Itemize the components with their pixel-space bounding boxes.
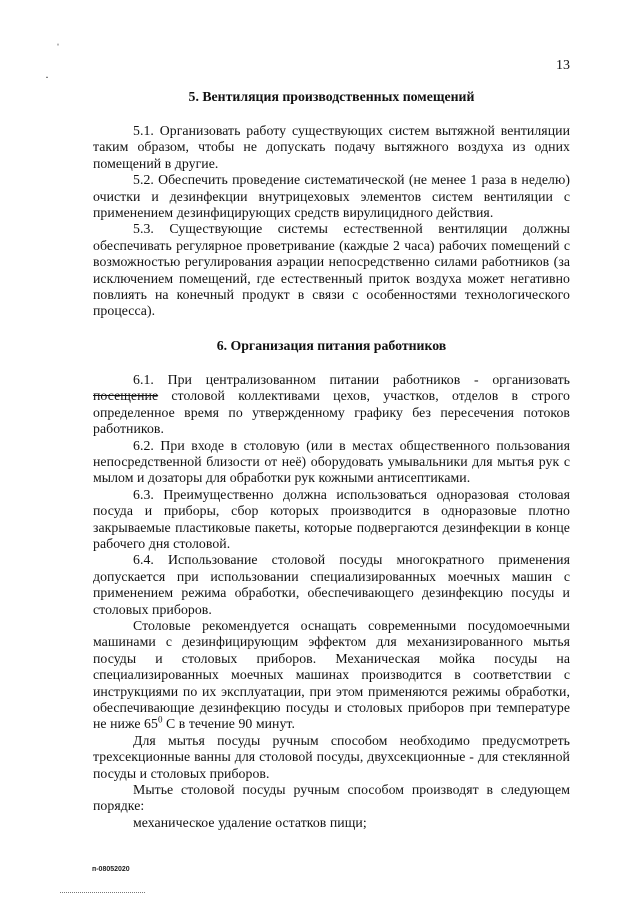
scan-dot-top: ˈ: [56, 41, 60, 55]
paragraph-6-1-end: столовой коллективами цехов, участков, отделов в строго определенное время по утвержденному графику без пересечения потоков работников.: [93, 388, 570, 437]
paragraph-washing-order: Мытье столовой посуды ручным способом производят в следующем порядке:: [93, 782, 570, 814]
degree-superscript: 0: [157, 714, 163, 725]
paragraph-manual-washing: Для мытья посуды ручным способом необходимо предусмотреть трехсекционные ванны для столовой посуды, двухсекционные - для стеклянной посуды и столовых приборов.: [93, 732, 570, 781]
paragraph-dishwashers: [93, 618, 570, 733]
struck-word: посещение: [93, 388, 159, 404]
paragraph-5-3: 5.3. Существующие системы естественной вентиляции должны обеспечивать регулярное проветривание (каждые 2 часа) рабочих помещений с возможностью регулирования аэрации непосредственно силами работников (за исключением помещений, где естественный приток воздуха может негативно повлиять на конечный продукт в связи с особенностями технологического процесса).: [93, 221, 570, 319]
paragraph-food-removal: механическое удаление остатков пищи;: [133, 814, 367, 830]
section-6-title: 6. Организация питания работников: [216, 337, 447, 353]
footer-code: п-08052020: [92, 866, 130, 873]
paragraph-5-2: 5.2. Обеспечить проведение систематической (не менее 1 раза в неделю) очистки и дезинфекции внутрицеховых элементов систем вентиляции с применением дезинфицирующих средств вирулицидного действия.: [93, 172, 570, 221]
section-5-title: 5. Вентиляция производственных помещений: [188, 89, 475, 104]
paragraph-5-1: 5.1. Организовать работу существующих систем вытяжной вентиляции таким образом, чтобы не допускать подачу вытяжного воздуха из одних помещений в другие.: [93, 123, 570, 171]
scan-dot-left: ·: [45, 70, 49, 84]
paragraph-6-1: [93, 372, 570, 438]
scan-dust-bottom: [60, 892, 145, 895]
paragraph-6-4: 6.4. Использование столовой посуды многократного применения допускается при использовании специализированных моечных машин с применением режима обработки, обеспечивающего дезинфекцию посуды и столовых приборов.: [93, 552, 570, 617]
dishwasher-text-end: С в течение 90 минут.: [162, 716, 295, 732]
paragraph-6-2: 6.2. При входе в столовую (или в местах общественного пользования непосредственной близости от неё) оборудовать умывальники для мытья рук с мылом и дозаторы для обработки рук кожными антисептиками.: [93, 437, 570, 486]
dishwasher-text-start: Столовые рекомендуется оснащать современными посудомоечными машинами с дезинфицирующим эффектом для механизированного мытья посуды и столовых приборов. Механическая мойка посуды на специализированных моечных машинах производится в соответствии с инструкциями по их эксплуатации, при этом применяются режимы обработки, обеспечивающие дезинфекцию посуды и столовых приборов при температуре не ниже 65: [93, 617, 570, 732]
page-number: 13: [556, 58, 570, 73]
paragraph-6-1-start: 6.1. При централизованном питании работников - организовать: [133, 371, 570, 387]
document-body: [93, 88, 570, 831]
paragraph-6-3: 6.3. Преимущественно должна использоваться одноразовая столовая посуда и приборы, сбор которых производится в одноразовые плотно закрываемые пластиковые пакеты, которые подвергаются дезинфекции в конце рабочего дня столовой.: [93, 486, 570, 551]
